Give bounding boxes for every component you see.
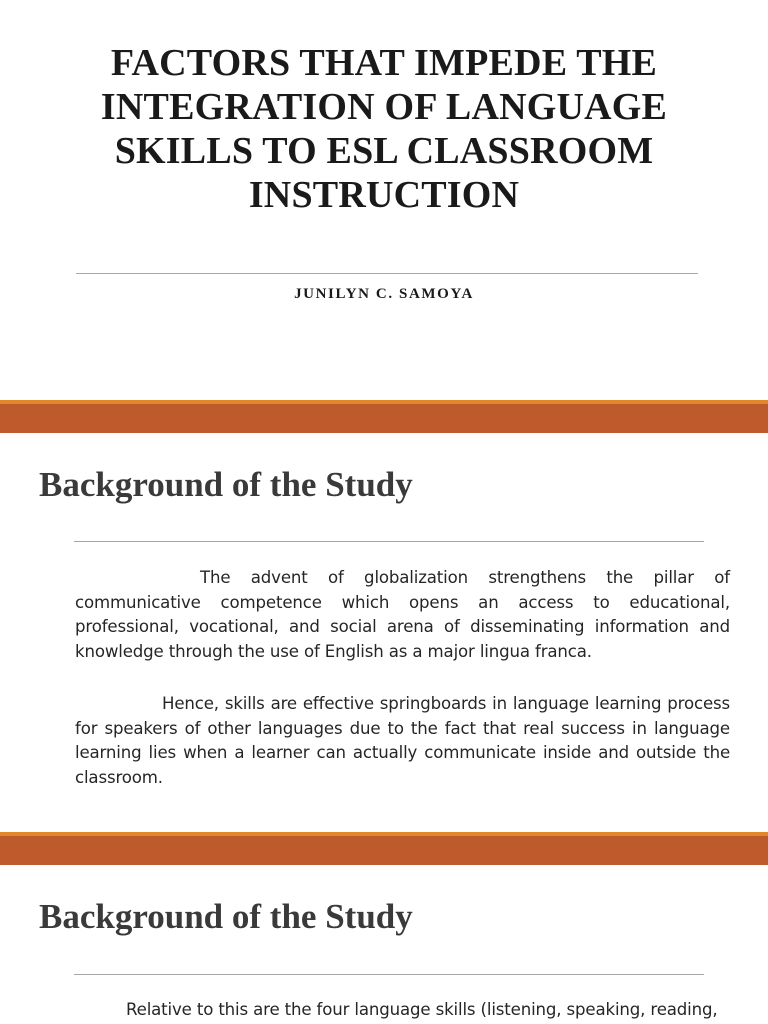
document-title: FACTORS THAT IMPEDE THE INTEGRATION OF LANGUAGE SKILLS TO ESL CLASSROOM INSTRUCTION xyxy=(100,42,668,216)
paragraph: Hence, skills are effective springboards in language learning process for speakers of other languages due to the fact that real success in language learning lies when a learner can actually communicate inside and outside the classroom. xyxy=(75,694,730,787)
paragraph: The advent of globalization strengthens the pillar of communicative competence which opens an access to educational, professional, vocational, and social arena of disseminating information and knowledge through the use of English as a major lingua franca. xyxy=(75,568,730,661)
slide-heading: Background of the Study xyxy=(39,465,413,504)
author-name: JUNILYN C. SAMOYA xyxy=(294,286,474,302)
slide-separator xyxy=(0,404,768,433)
background-slide-1 xyxy=(0,433,768,832)
slide-heading: Background of the Study xyxy=(39,897,413,936)
paragraph: Relative to this are the four language skills (listening, speaking, reading, xyxy=(126,1000,718,1019)
slide-separator xyxy=(0,836,768,865)
title-divider xyxy=(76,273,698,274)
background-slide-2 xyxy=(0,865,768,1024)
heading-divider xyxy=(74,974,704,975)
title-slide xyxy=(0,0,768,400)
heading-divider xyxy=(74,541,704,542)
